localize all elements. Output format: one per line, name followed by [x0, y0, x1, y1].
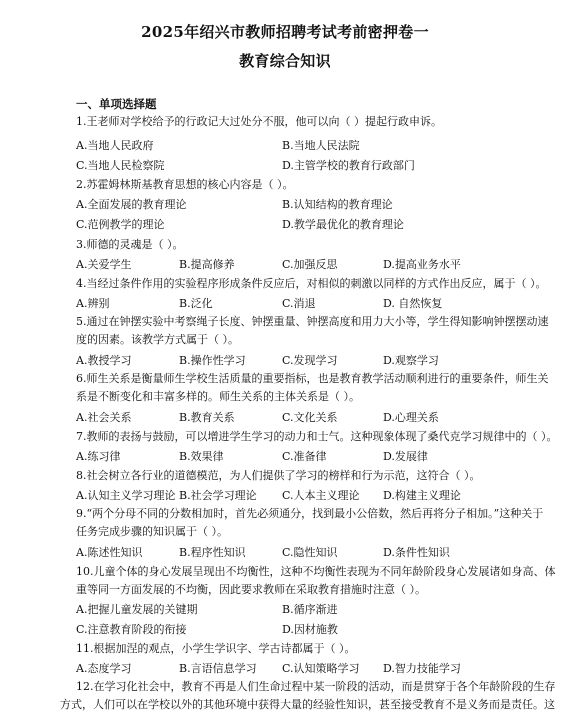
question-3-option-d: D.提高业务水平 [383, 258, 461, 271]
question-4-text: 4.当经过条件作用的实验程序形成条件反应后，对相似的刺激以同样的方式作出反应，属于（ ）。 [76, 277, 547, 290]
question-8-option-d: D.构建主义理论 [383, 489, 461, 502]
question-4-option-d: D. 自然恢复 [383, 297, 443, 310]
question-5-text-line-1: 5.通过在钟摆实验中考察绳子长度、钟摆重量、钟摆高度和用力大小等，学生得知影响钟摆摆动速 [76, 315, 549, 328]
question-9-option-c: C.隐性知识 [282, 546, 338, 559]
question-2-option-b: B.认知结构的教育理论 [282, 198, 393, 211]
question-1-option-d: D.主管学校的教育行政部门 [282, 159, 415, 172]
question-9-option-d: D.条件性知识 [383, 546, 450, 559]
document-title: 2025年绍兴市教师招聘考试考前密押卷一 [141, 23, 429, 41]
question-2-text: 2.苏霍姆林斯基教育思想的核心内容是（ ）。 [76, 178, 294, 191]
question-2-option-d: D.教学最优化的教育理论 [282, 218, 404, 231]
question-5-option-a: A.教授学习 [76, 354, 132, 367]
section-heading: 一、单项选择题 [76, 97, 157, 111]
question-8-option-a: A.认知主义学习理论 [76, 489, 176, 502]
question-6-option-c: C.文化关系 [282, 411, 338, 424]
question-7-option-d: D.发展律 [383, 450, 428, 463]
document-subtitle: 教育综合知识 [239, 52, 331, 70]
question-5-option-c: C.发现学习 [282, 354, 338, 367]
question-12-text-line-2: 方式，人们可以在学校以外的其他环境中获得大量的经验性知识，甚至接受教育不是义务而是责任。这 [60, 698, 555, 711]
question-4-option-a: A.辨别 [76, 297, 110, 310]
question-11-option-a: A.态度学习 [76, 662, 132, 675]
question-4-option-b: B.泛化 [179, 297, 213, 310]
question-7-text: 7.教师的表扬与鼓励，可以增进学生学习的动力和士气。这种现象体现了桑代克学习规律中的（ ）。 [76, 430, 558, 443]
question-7-option-a: A.练习律 [76, 450, 121, 463]
question-4-option-c: C.消退 [282, 297, 316, 310]
question-1-text: 1.王老师对学校给予的行政记大过处分不服，他可以向（ ）提起行政申诉。 [76, 115, 442, 128]
question-3-option-a: A.关爱学生 [76, 258, 132, 271]
question-11-option-d: D.智力技能学习 [383, 662, 461, 675]
question-1-option-a: A.当地人民政府 [76, 139, 154, 152]
question-2-option-c: C.范例教学的理论 [76, 218, 165, 231]
question-1-option-c: C.当地人民检察院 [76, 159, 165, 172]
question-9-text-line-2: 任务完成步骤的知识属于（ ）。 [76, 525, 228, 538]
question-3-option-b: B.提高修养 [179, 258, 235, 271]
question-9-text-line-1: 9.“两个分母不同的分数相加时，首先必须通分，找到最小公倍数，然后再将分子相加。”这种关于 [76, 507, 544, 520]
question-5-text-line-2: 度的因素。该教学方式属于（ ）。 [76, 333, 239, 346]
question-2-option-a: A.全面发展的教育理论 [76, 198, 187, 211]
question-10-option-a: A.把握儿童发展的关键期 [76, 603, 198, 616]
question-3-text: 3.师德的灵魂是（ ）。 [76, 238, 184, 251]
question-10-option-c: C.注意教育阶段的衔接 [76, 623, 187, 636]
question-6-text-line-1: 6.师生关系是衡量师生学校生活质量的重要指标，也是教育教学活动顺利进行的重要条件，师生关 [76, 372, 549, 385]
question-8-text: 8.社会树立各行业的道德模范，为人们提供了学习的榜样和行为示范，这符合（ ）。 [76, 469, 481, 482]
question-9-option-b: B.程序性知识 [179, 546, 246, 559]
question-7-option-c: C.准备律 [282, 450, 327, 463]
question-10-option-d: D.因材施教 [282, 623, 338, 636]
question-10-text-line-2: 重等同一方面发展的不均衡，因此要求教师在采取教育措施时注意（ ）。 [76, 583, 426, 596]
question-6-option-d: D.心理关系 [383, 411, 439, 424]
question-6-option-a: A.社会关系 [76, 411, 132, 424]
question-5-option-b: B.操作性学习 [179, 354, 246, 367]
question-11-option-b: B.言语信息学习 [179, 662, 257, 675]
question-6-text-line-2: 系是不断变化和丰富多样的。师生关系的主体关系是（ ）。 [76, 390, 360, 403]
question-3-option-c: C.加强反思 [282, 258, 338, 271]
question-1-option-b: B.当地人民法院 [282, 139, 360, 152]
question-7-option-b: B.效果律 [179, 450, 224, 463]
question-10-text-line-1: 10.儿童个体的身心发展呈现出不均衡性，这种不均衡性表现为不同年龄阶段身心发展诸如身高、体 [76, 565, 556, 578]
question-8-option-b: B.社会学习理论 [179, 489, 257, 502]
question-12-text-line-1: 12.在学习化社会中，教育不再是人们生命过程中某一阶段的活动，而是贯穿于各个年龄阶段的生存 [76, 680, 556, 693]
question-11-option-c: C.认知策略学习 [282, 662, 360, 675]
question-9-option-a: A.陈述性知识 [76, 546, 143, 559]
question-11-text: 11.根据加涅的观点，小学生学识字、学古诗都属于（ ）。 [76, 642, 356, 655]
question-10-option-b: B.循序渐进 [282, 603, 338, 616]
question-5-option-d: D.观察学习 [383, 354, 439, 367]
question-8-option-c: C.人本主义理论 [282, 489, 360, 502]
question-6-option-b: B.教育关系 [179, 411, 235, 424]
